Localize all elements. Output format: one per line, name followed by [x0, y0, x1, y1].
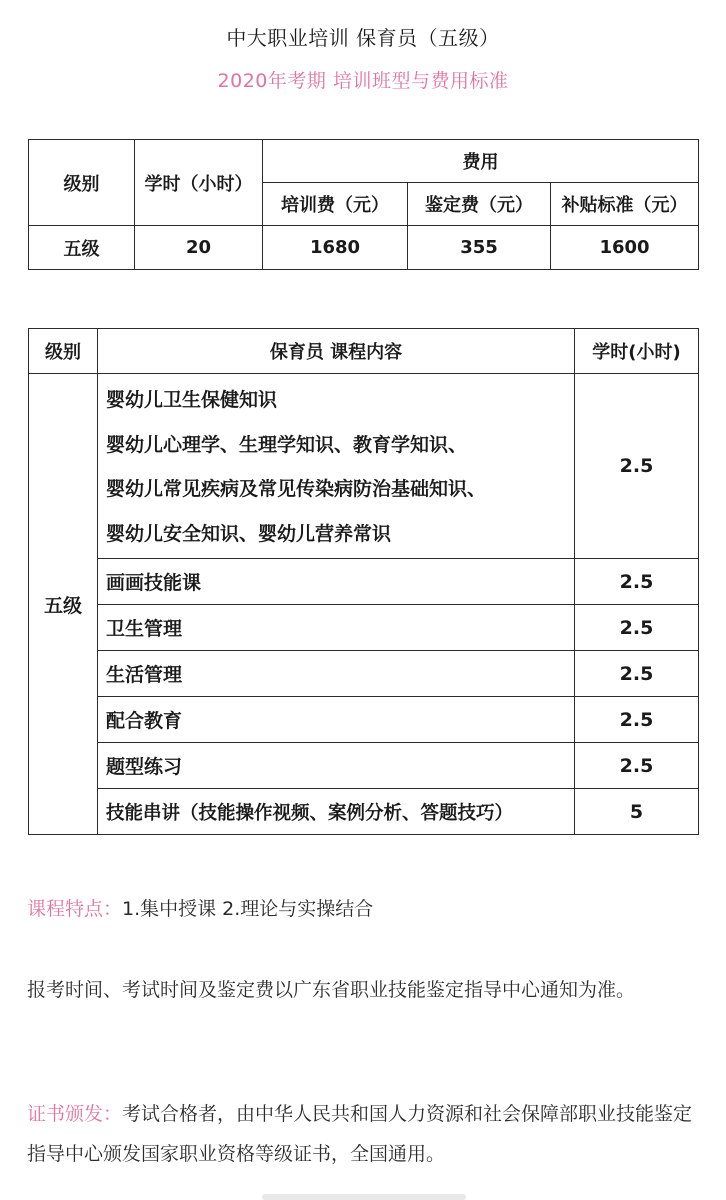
course-cell-content: 画画技能课: [98, 559, 575, 605]
course-cell-hours: 2.5: [575, 559, 699, 605]
course-cell-hours: 2.5: [575, 697, 699, 743]
fee-header-hours: 学时（小时）: [135, 140, 263, 226]
course-content-line: 婴幼儿心理学、生理学知识、教育学知识、: [106, 433, 468, 456]
course-cell-hours: 2.5: [575, 743, 699, 789]
course-header-content: 保育员 课程内容: [98, 329, 575, 374]
course-cell-content: 题型练习: [98, 743, 575, 789]
course-features-label: 课程特点：: [27, 898, 123, 920]
table-row: [29, 789, 699, 835]
fee-table: [28, 139, 699, 270]
course-cell-level: 五级: [29, 374, 98, 835]
course-content-line: 婴幼儿卫生保健知识: [106, 389, 278, 411]
course-cell-content: [98, 374, 575, 559]
table-row: [29, 605, 699, 651]
course-cell-hours: 5: [575, 789, 699, 835]
page-subtitle: 2020年考期 培训班型与费用标准: [217, 70, 509, 92]
course-cell-hours: 2.5: [575, 605, 699, 651]
fee-header-fees: 费用: [263, 140, 699, 183]
course-content-line: 婴幼儿安全知识、婴幼儿营养常识: [106, 522, 392, 545]
course-table: [28, 328, 699, 835]
fee-cell-level: 五级: [29, 226, 135, 270]
exam-notice: 报考时间、考试时间及鉴定费以广东省职业技能鉴定指导中心通知为准。: [27, 979, 636, 1001]
course-cell-content: 配合教育: [98, 697, 575, 743]
fee-header-appraisal-fee: 鉴定费（元）: [408, 183, 551, 226]
course-content-line: 婴幼儿常见疾病及常见传染病防治基础知识、: [106, 478, 487, 500]
scroll-indicator: [262, 1194, 466, 1200]
course-header-level: 级别: [29, 329, 98, 374]
fee-header-level: 级别: [29, 140, 135, 226]
table-row: [29, 559, 699, 605]
certificate-label: 证书颁发：: [27, 1103, 123, 1125]
certificate-info: [27, 1094, 707, 1174]
course-features-text: 1.集中授课 2.理论与实操结合: [122, 898, 374, 920]
certificate-text: 考试合格者，由中华人民共和国人力资源和社会保障部职业技能鉴定指导中心颁发国家职业资格等级证书，全国通用。: [27, 1103, 693, 1165]
course-cell-content: 卫生管理: [98, 605, 575, 651]
course-header-hours: 学时(小时): [575, 329, 699, 374]
course-cell-hours: 2.5: [575, 651, 699, 697]
table-row: [29, 697, 699, 743]
course-cell-content: 生活管理: [98, 651, 575, 697]
table-row: [29, 743, 699, 789]
fee-header-subsidy: 补贴标准（元）: [551, 183, 699, 226]
fee-cell-appraisal-fee: 355: [408, 226, 551, 270]
course-cell-content: 技能串讲（技能操作视频、案例分析、答题技巧）: [98, 789, 575, 835]
fee-header-training-fee: 培训费（元）: [263, 183, 408, 226]
course-features: [27, 889, 707, 929]
page-title: 中大职业培训 保育员（五级）: [226, 26, 500, 50]
fee-cell-hours: 20: [135, 226, 263, 270]
course-cell-hours: 2.5: [575, 374, 699, 559]
table-row: [29, 651, 699, 697]
fee-cell-subsidy: 1600: [551, 226, 699, 270]
fee-cell-training-fee: 1680: [263, 226, 408, 270]
